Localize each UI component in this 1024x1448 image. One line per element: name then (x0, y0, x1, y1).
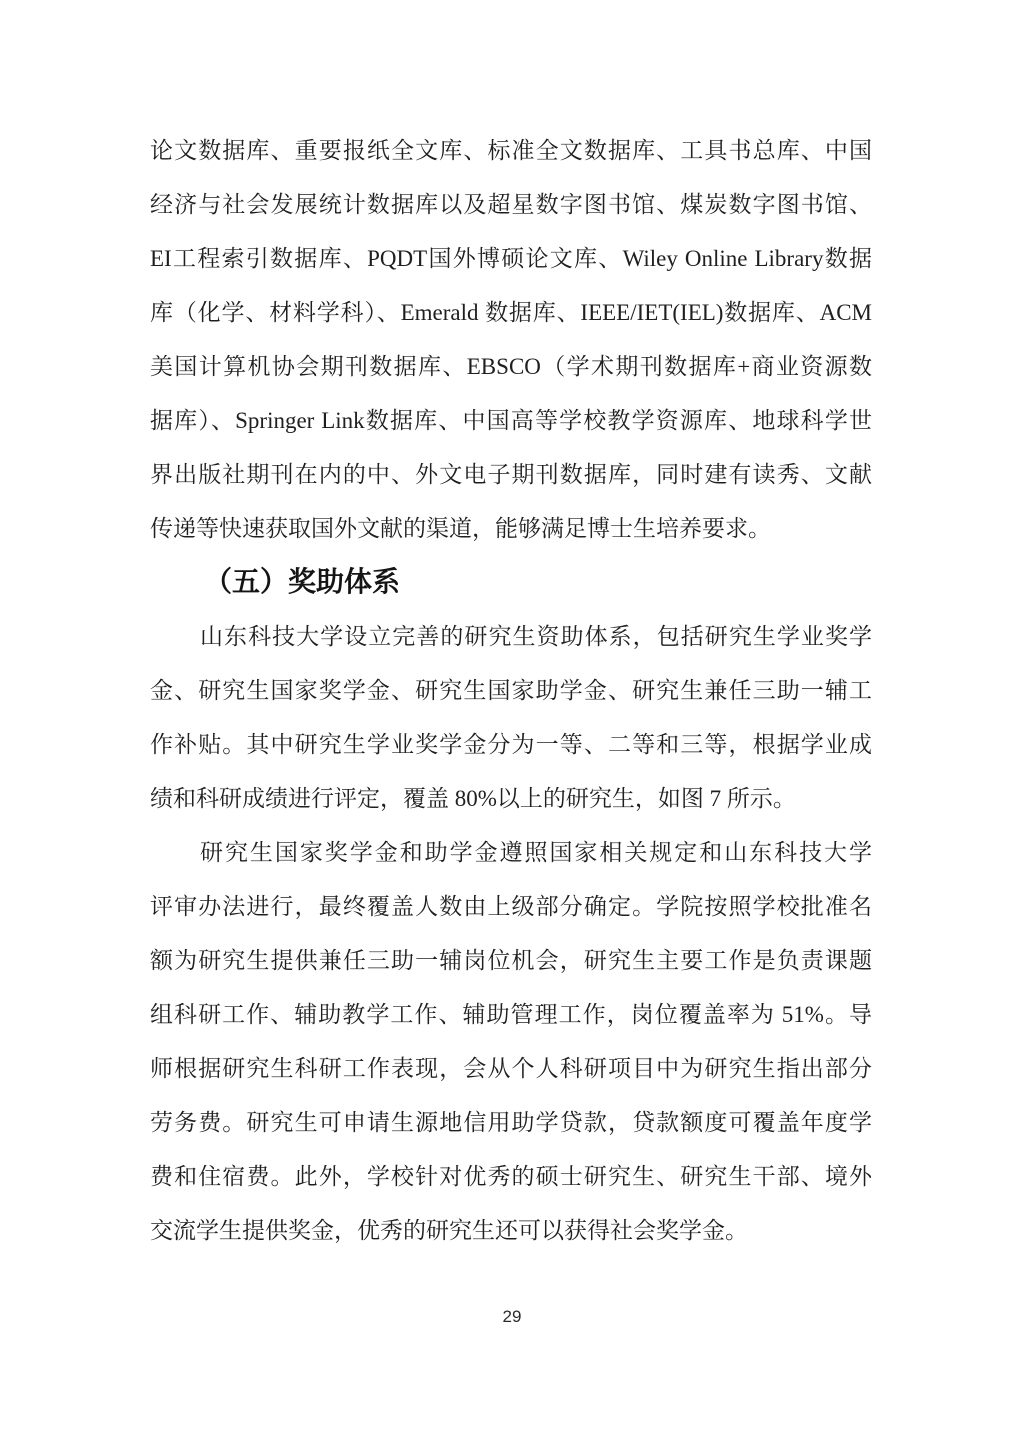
text-line: 传递等快速获取国外文献的渠道，能够满足博士生培养要求。 (150, 516, 771, 541)
text-line: EI工程索引数据库、PQDT国外博硕论文库、Wiley Online Library数据 (150, 246, 872, 271)
text-line: 师根据研究生科研工作表现，会从个人科研项目中为研究生指出部分 (150, 1056, 872, 1081)
section-heading: （五）奖助体系 (204, 567, 401, 598)
text-line: 美国计算机协会期刊数据库、EBSCO（学术期刊数据库+商业资源数 (150, 354, 872, 379)
text-line: 绩和科研成绩进行评定，覆盖 80%以上的研究生，如图 7 所示。 (150, 786, 796, 811)
text-line: 金、研究生国家奖学金、研究生国家助学金、研究生兼任三助一辅工 (150, 678, 872, 703)
text-line: 作补贴。其中研究生学业奖学金分为一等、二等和三等，根据学业成 (150, 732, 872, 757)
text-line: 经济与社会发展统计数据库以及超星数字图书馆、煤炭数字图书馆、 (150, 192, 872, 217)
text-line: 山东科技大学设立完善的研究生资助体系，包括研究生学业奖学 (200, 624, 872, 649)
text-line: 组科研工作、辅助教学工作、辅助管理工作，岗位覆盖率为 51%。导 (150, 1002, 872, 1027)
text-line: 费和住宿费。此外，学校针对优秀的硕士研究生、研究生干部、境外 (150, 1164, 872, 1189)
text-line: 额为研究生提供兼任三助一辅岗位机会，研究生主要工作是负责课题 (150, 948, 872, 973)
text-line: 研究生国家奖学金和助学金遵照国家相关规定和山东科技大学 (200, 840, 872, 865)
text-line: 界出版社期刊在内的中、外文电子期刊数据库，同时建有读秀、文献 (150, 462, 872, 487)
text-line: 库（化学、材料学科）、Emerald 数据库、IEEE/IET(IEL)数据库、ACM (150, 300, 872, 325)
page-body (150, 124, 872, 1258)
text-line: 论文数据库、重要报纸全文库、标准全文数据库、工具书总库、中国 (150, 138, 872, 163)
text-line: 评审办法进行，最终覆盖人数由上级部分确定。学院按照学校批准名 (150, 894, 872, 919)
page-number: 29 (502, 1307, 522, 1326)
text-line: 据库）、Springer Link数据库、中国高等学校教学资源库、地球科学世 (150, 408, 872, 433)
text-line: 劳务费。研究生可申请生源地信用助学贷款，贷款额度可覆盖年度学 (150, 1110, 872, 1135)
text-line: 交流学生提供奖金，优秀的研究生还可以获得社会奖学金。 (150, 1218, 748, 1243)
